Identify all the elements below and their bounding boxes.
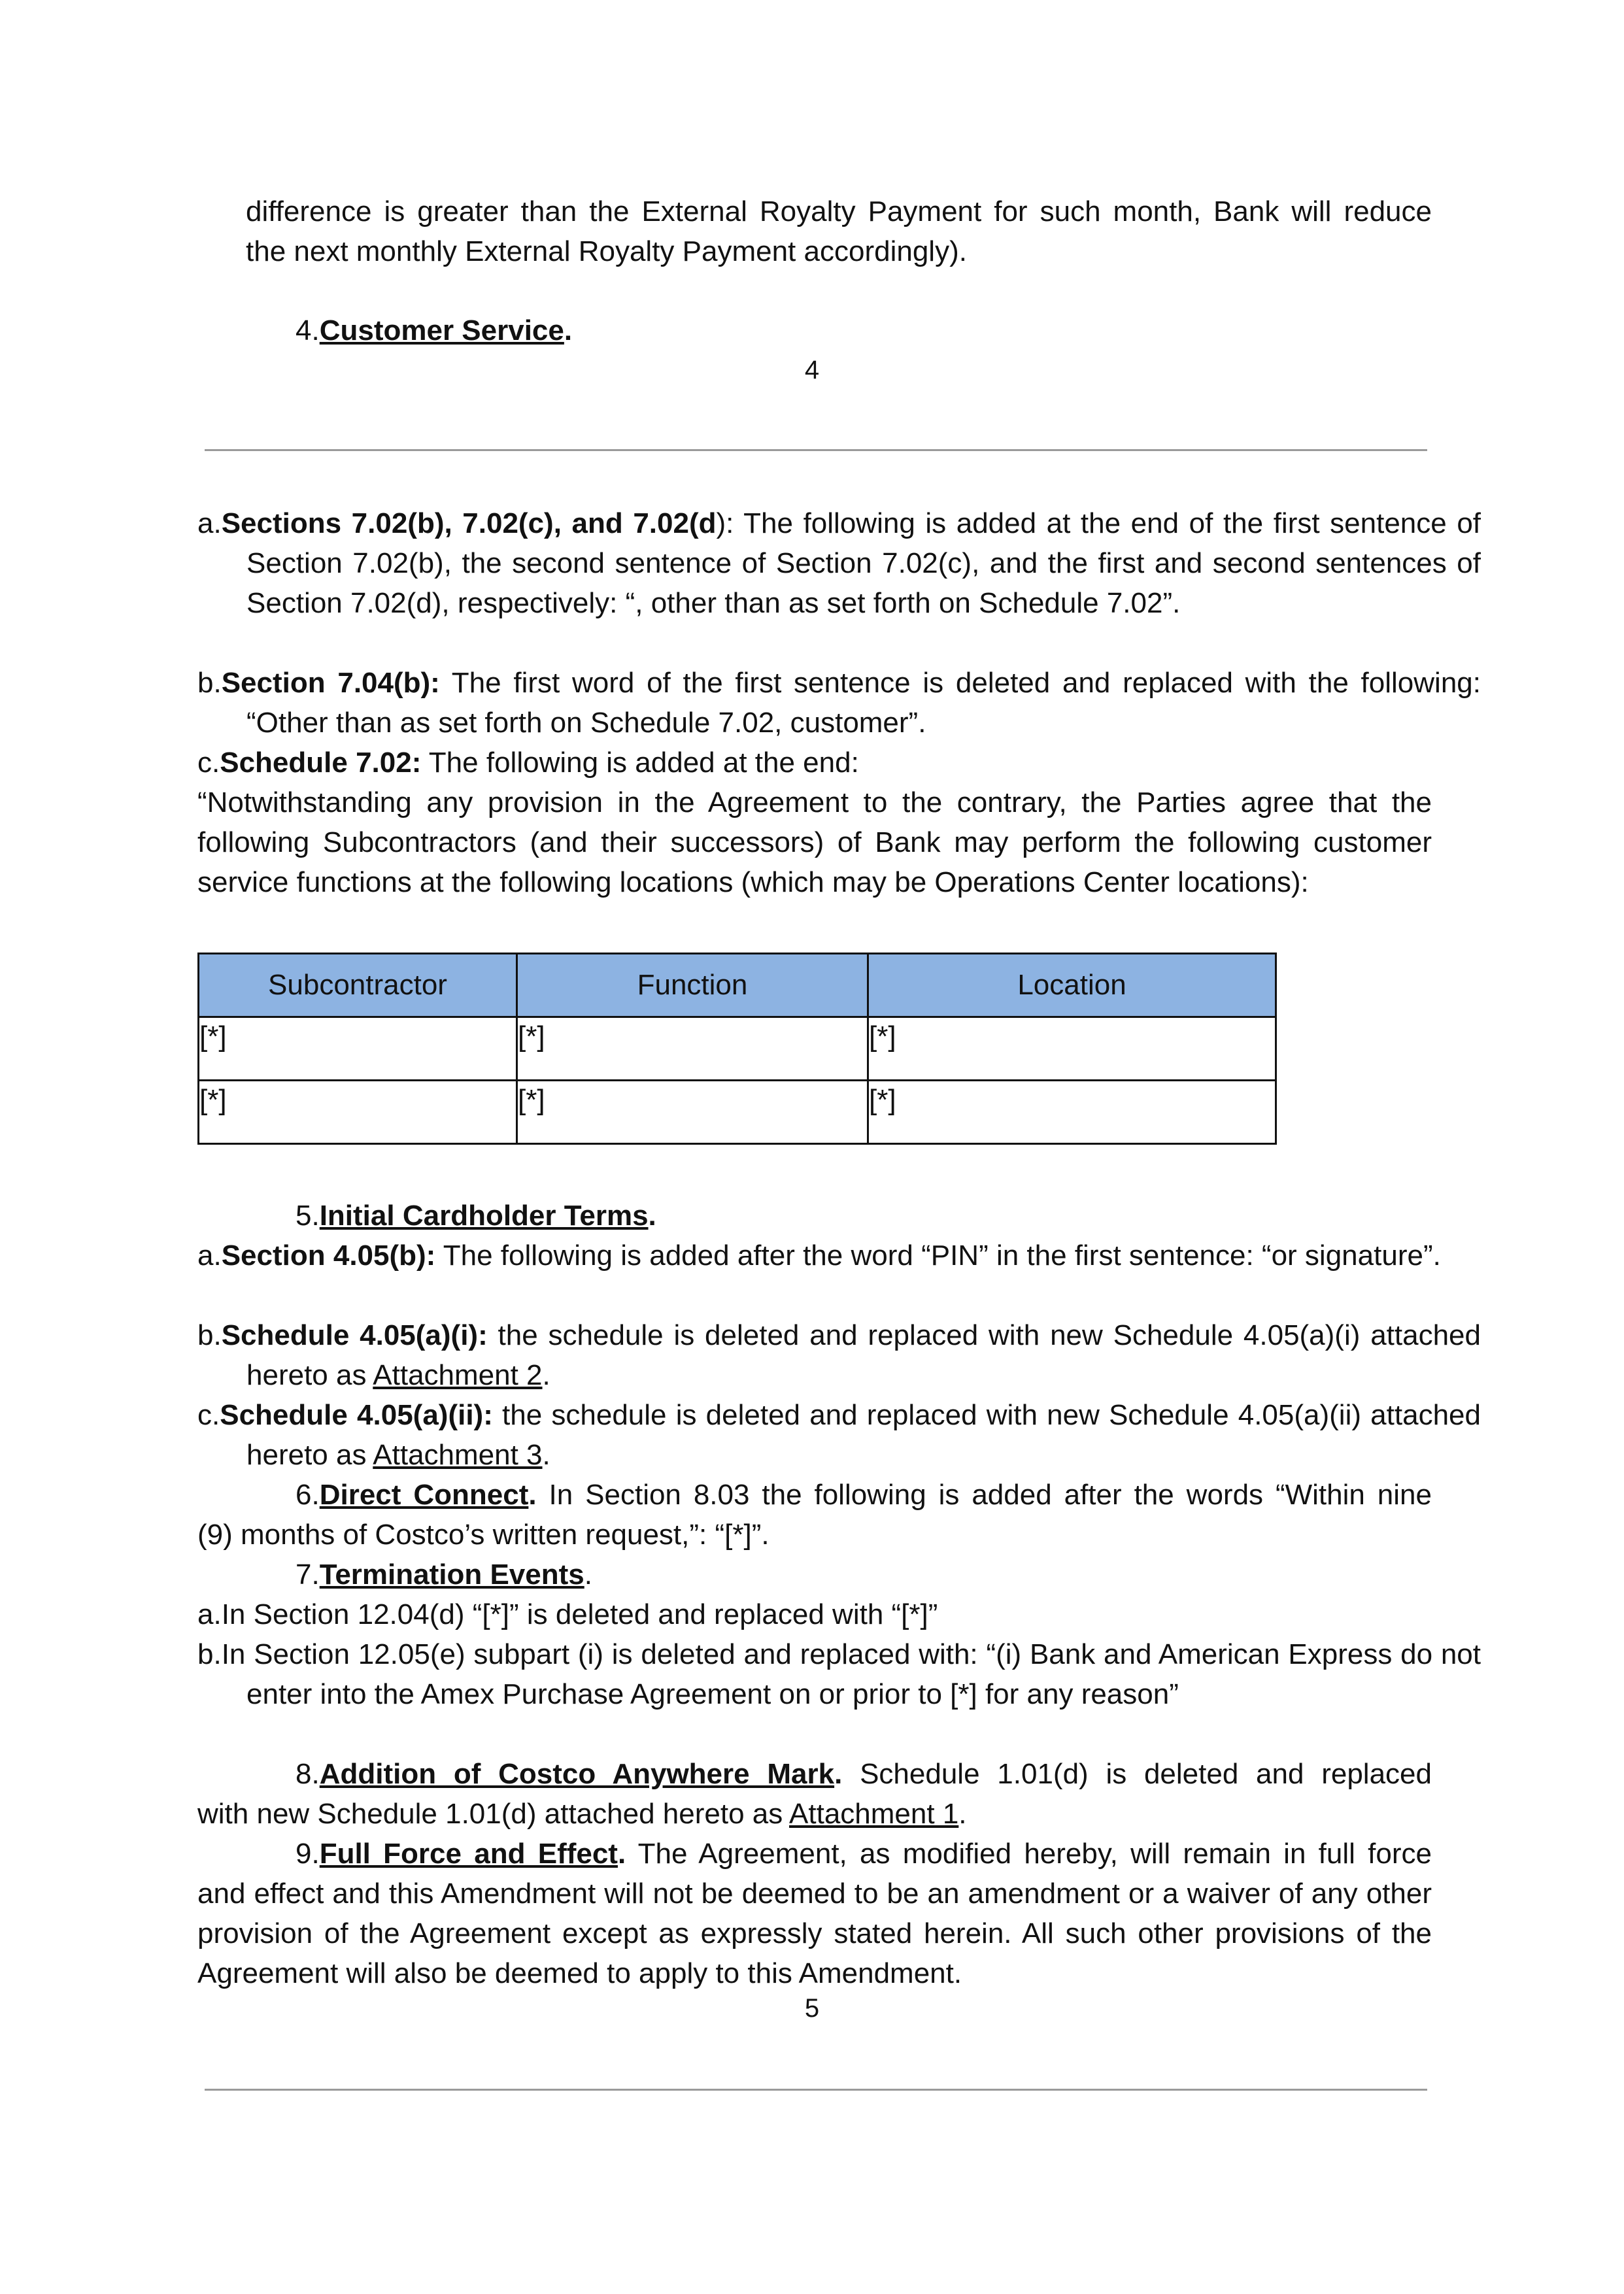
section-7-title: Termination Events	[319, 1559, 584, 1591]
section-8-title: Addition of Costco Anywhere Mark	[319, 1758, 835, 1790]
column-header: Subcontractor	[199, 954, 517, 1017]
carryover-line-2: the next monthly External Royalty Payment accordingly).	[246, 235, 967, 267]
attachment-3-link[interactable]: Attachment 3	[373, 1439, 543, 1471]
column-header: Location	[868, 954, 1276, 1017]
table-header-row	[199, 954, 1276, 1017]
section-6-title: Direct Connect	[319, 1479, 529, 1511]
attachment-1-link[interactable]: Attachment 1	[789, 1798, 959, 1830]
section-4-title: Customer Service	[319, 314, 564, 346]
carryover-line-1: difference is greater than the External Royalty Payment for such month, Bank will reduce	[246, 195, 1432, 228]
table-row	[199, 1081, 1276, 1144]
carryover-paragraph	[246, 192, 1432, 271]
section-9-line-1: 9.Full Force and Effect. The Agreement, as modified hereby, will remain in full force	[296, 1838, 1432, 1870]
section-5b: b.Schedule 4.05(a)(i): the schedule is deleted and replaced with new Schedule 4.05(a)(i) attached hereto as Attachment 2.	[197, 1319, 1481, 1391]
section-7a: a.In Section 12.04(d) “[*]” is deleted and replaced with “[*]”	[197, 1598, 938, 1630]
column-header: Function	[517, 954, 868, 1017]
section-9	[197, 1834, 1432, 1993]
section-6	[197, 1475, 1432, 1555]
table-cell: [*]	[199, 1081, 517, 1144]
section-8-line-1: 8.Addition of Costco Anywhere Mark. Schedule 1.01(d) is deleted and replaced	[296, 1758, 1432, 1790]
table-cell: [*]	[517, 1081, 868, 1144]
section-9-title: Full Force and Effect	[319, 1838, 618, 1870]
table-row	[199, 1017, 1276, 1081]
section-7b: b.In Section 12.05(e) subpart (i) is deleted and replaced with: “(i) Bank and American Express do not enter into the Amex Purchase Agreement on or prior to [*] for any reason”	[197, 1638, 1481, 1710]
table-cell: [*]	[868, 1081, 1276, 1144]
section-8-line-2: with new Schedule 1.01(d) attached hereto as Attachment 1.	[197, 1798, 967, 1830]
section-4c: c.Schedule 7.02: The following is added at the end:	[197, 747, 859, 779]
attachment-2-link[interactable]: Attachment 2	[373, 1359, 543, 1391]
section-6-line-1: 6.Direct Connect. In Section 8.03 the following is added after the words “Within nine	[296, 1479, 1432, 1511]
section-5-heading: 5.Initial Cardholder Terms.	[296, 1200, 656, 1232]
page-separator	[205, 2089, 1427, 2091]
page-number: 5	[804, 1994, 820, 2023]
section-5-title: Initial Cardholder Terms	[319, 1200, 649, 1232]
section-5a: a.Section 4.05(b): The following is added after the word “PIN” in the first sentence: “or signature”.	[197, 1240, 1441, 1272]
section-4-heading: 4.Customer Service.	[296, 314, 573, 346]
page-number: 4	[804, 356, 820, 384]
section-9-body: and effect and this Amendment will not be deemed to be an amendment or a waiver of any other provision of the Agreement except as expressly stated herein. All such other provisions of the Agreement will also be deemed to apply to this Amendment.	[197, 1878, 1432, 1989]
subcontractor-table	[197, 953, 1277, 1145]
schedule-quote-paragraph: “Notwithstanding any provision in the Agreement to the contrary, the Parties agree that the following Subcontractors (and their successors) of Bank may perform the following customer service functions at the following locations (which may be Operations Center locations):	[197, 786, 1432, 898]
section-4a: a.Sections 7.02(b), 7.02(c), and 7.02(d): The following is added at the end of the first sentence of Section 7.02(b), the second sentence of Section 7.02(c), and the first and second sentences of Section 7.02(d), respectively: “, other than as set forth on Schedule 7.02”.	[197, 507, 1481, 619]
section-8	[197, 1754, 1432, 1834]
section-7-heading: 7.Termination Events.	[296, 1559, 592, 1591]
page-separator	[205, 449, 1427, 451]
section-5c: c.Schedule 4.05(a)(ii): the schedule is deleted and replaced with new Schedule 4.05(a)(ii) attached hereto as Attachment 3.	[197, 1399, 1481, 1471]
table-cell: [*]	[517, 1017, 868, 1081]
section-6-line-2: (9) months of Costco’s written request,”: “[*]”.	[197, 1519, 770, 1551]
table-cell: [*]	[199, 1017, 517, 1081]
table-cell: [*]	[868, 1017, 1276, 1081]
section-4b: b.Section 7.04(b): The first word of the first sentence is deleted and replaced with the following: “Other than as set forth on Schedule 7.02, customer”.	[197, 667, 1481, 739]
